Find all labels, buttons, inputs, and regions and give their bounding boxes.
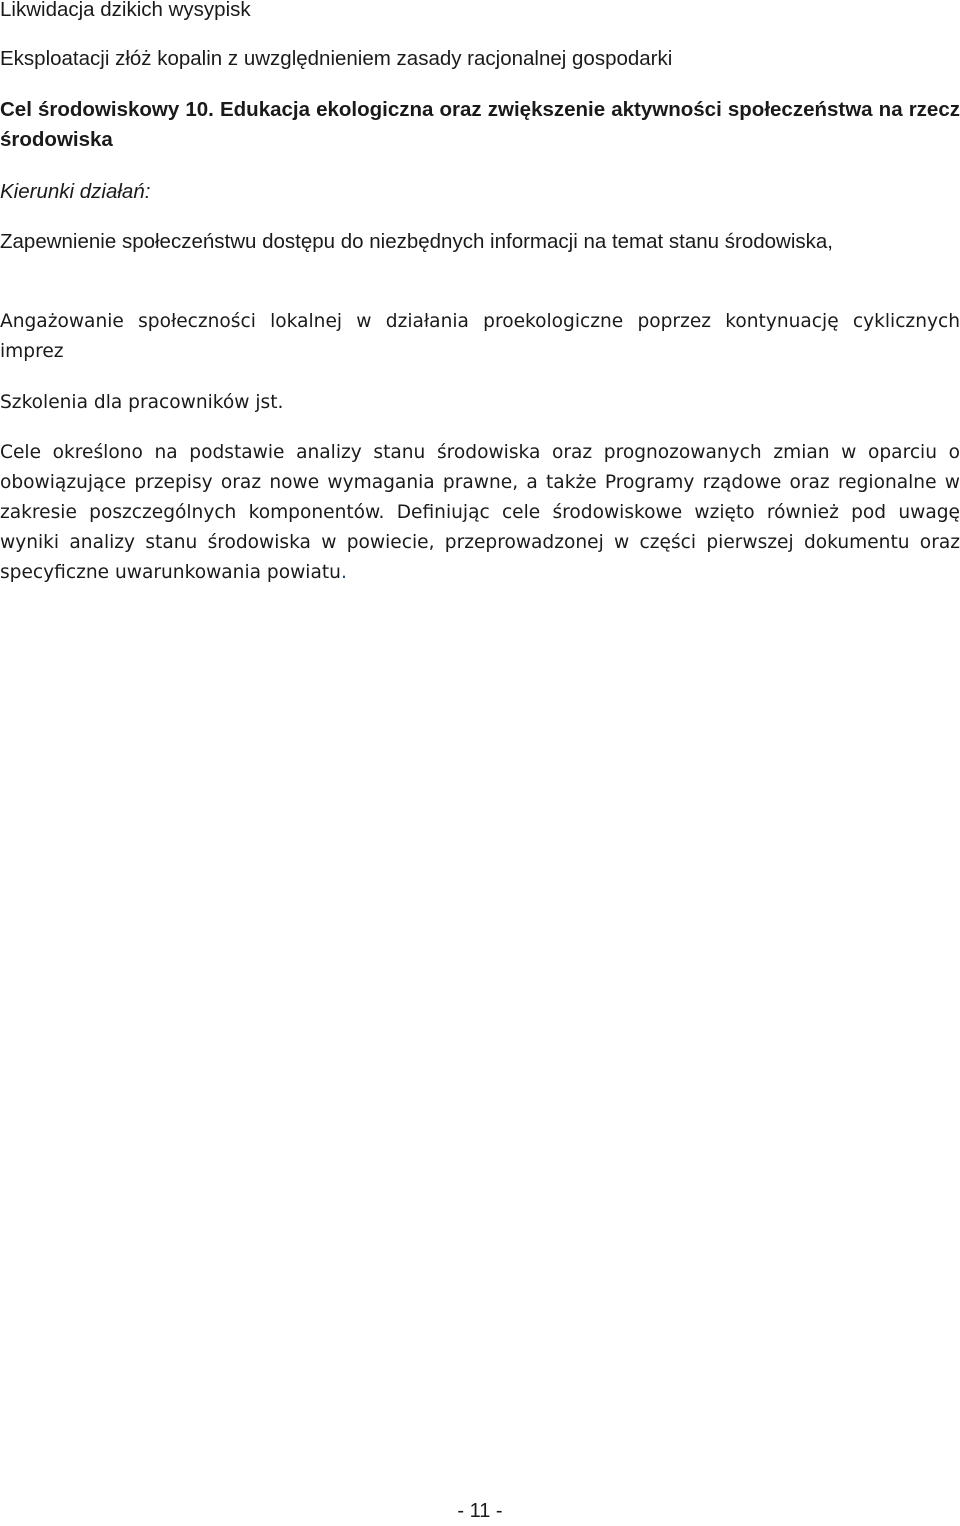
section-heading: Cel środowiskowy 10. Edukacja ekologiczna oraz zwiększenie aktywności społeczeństwa na rzecz środowiska: [0, 98, 960, 151]
list-item-informacje: Zapewnienie społeczeństwu dostępu do niezbędnych informacji na temat stanu środowiska,: [0, 230, 834, 253]
body-paragraph-text: Cele określono na podstawie analizy stanu środowiska oraz prognozowanych zmian w oparciu o obowiązujące przepisy oraz nowe wymagania prawne, a także Programy rządowe oraz regionalne w zakresie poszczególnych komponentów. Definiując cele środowiskowe wzięto również pod uwagę wyniki analizy stanu środowiska w powiecie, przeprowadzonej w części pierwszej dokumentu oraz specyficzne uwarunkowania powiatu: [0, 442, 960, 583]
page-number: - 11 -: [457, 1500, 503, 1522]
list-item-szkolenia: Szkolenia dla pracowników jst.: [0, 392, 284, 413]
paragraph-eksploatacja: Eksploatacji złóż kopalin z uwzględnieniem zasady racjonalnej gospodarki: [0, 47, 673, 70]
kierunki-dzialan-label: Kierunki działań:: [0, 180, 151, 203]
body-paragraph: [0, 438, 960, 588]
list-item-angazowanie: Angażowanie społeczności lokalnej w działania proekologiczne poprzez kontynuację cyklicznych imprez: [0, 311, 960, 362]
paragraph-dzikie-wysypiska: Likwidacja dzikich wysypisk: [0, 0, 251, 21]
body-paragraph-end: .: [340, 562, 347, 583]
